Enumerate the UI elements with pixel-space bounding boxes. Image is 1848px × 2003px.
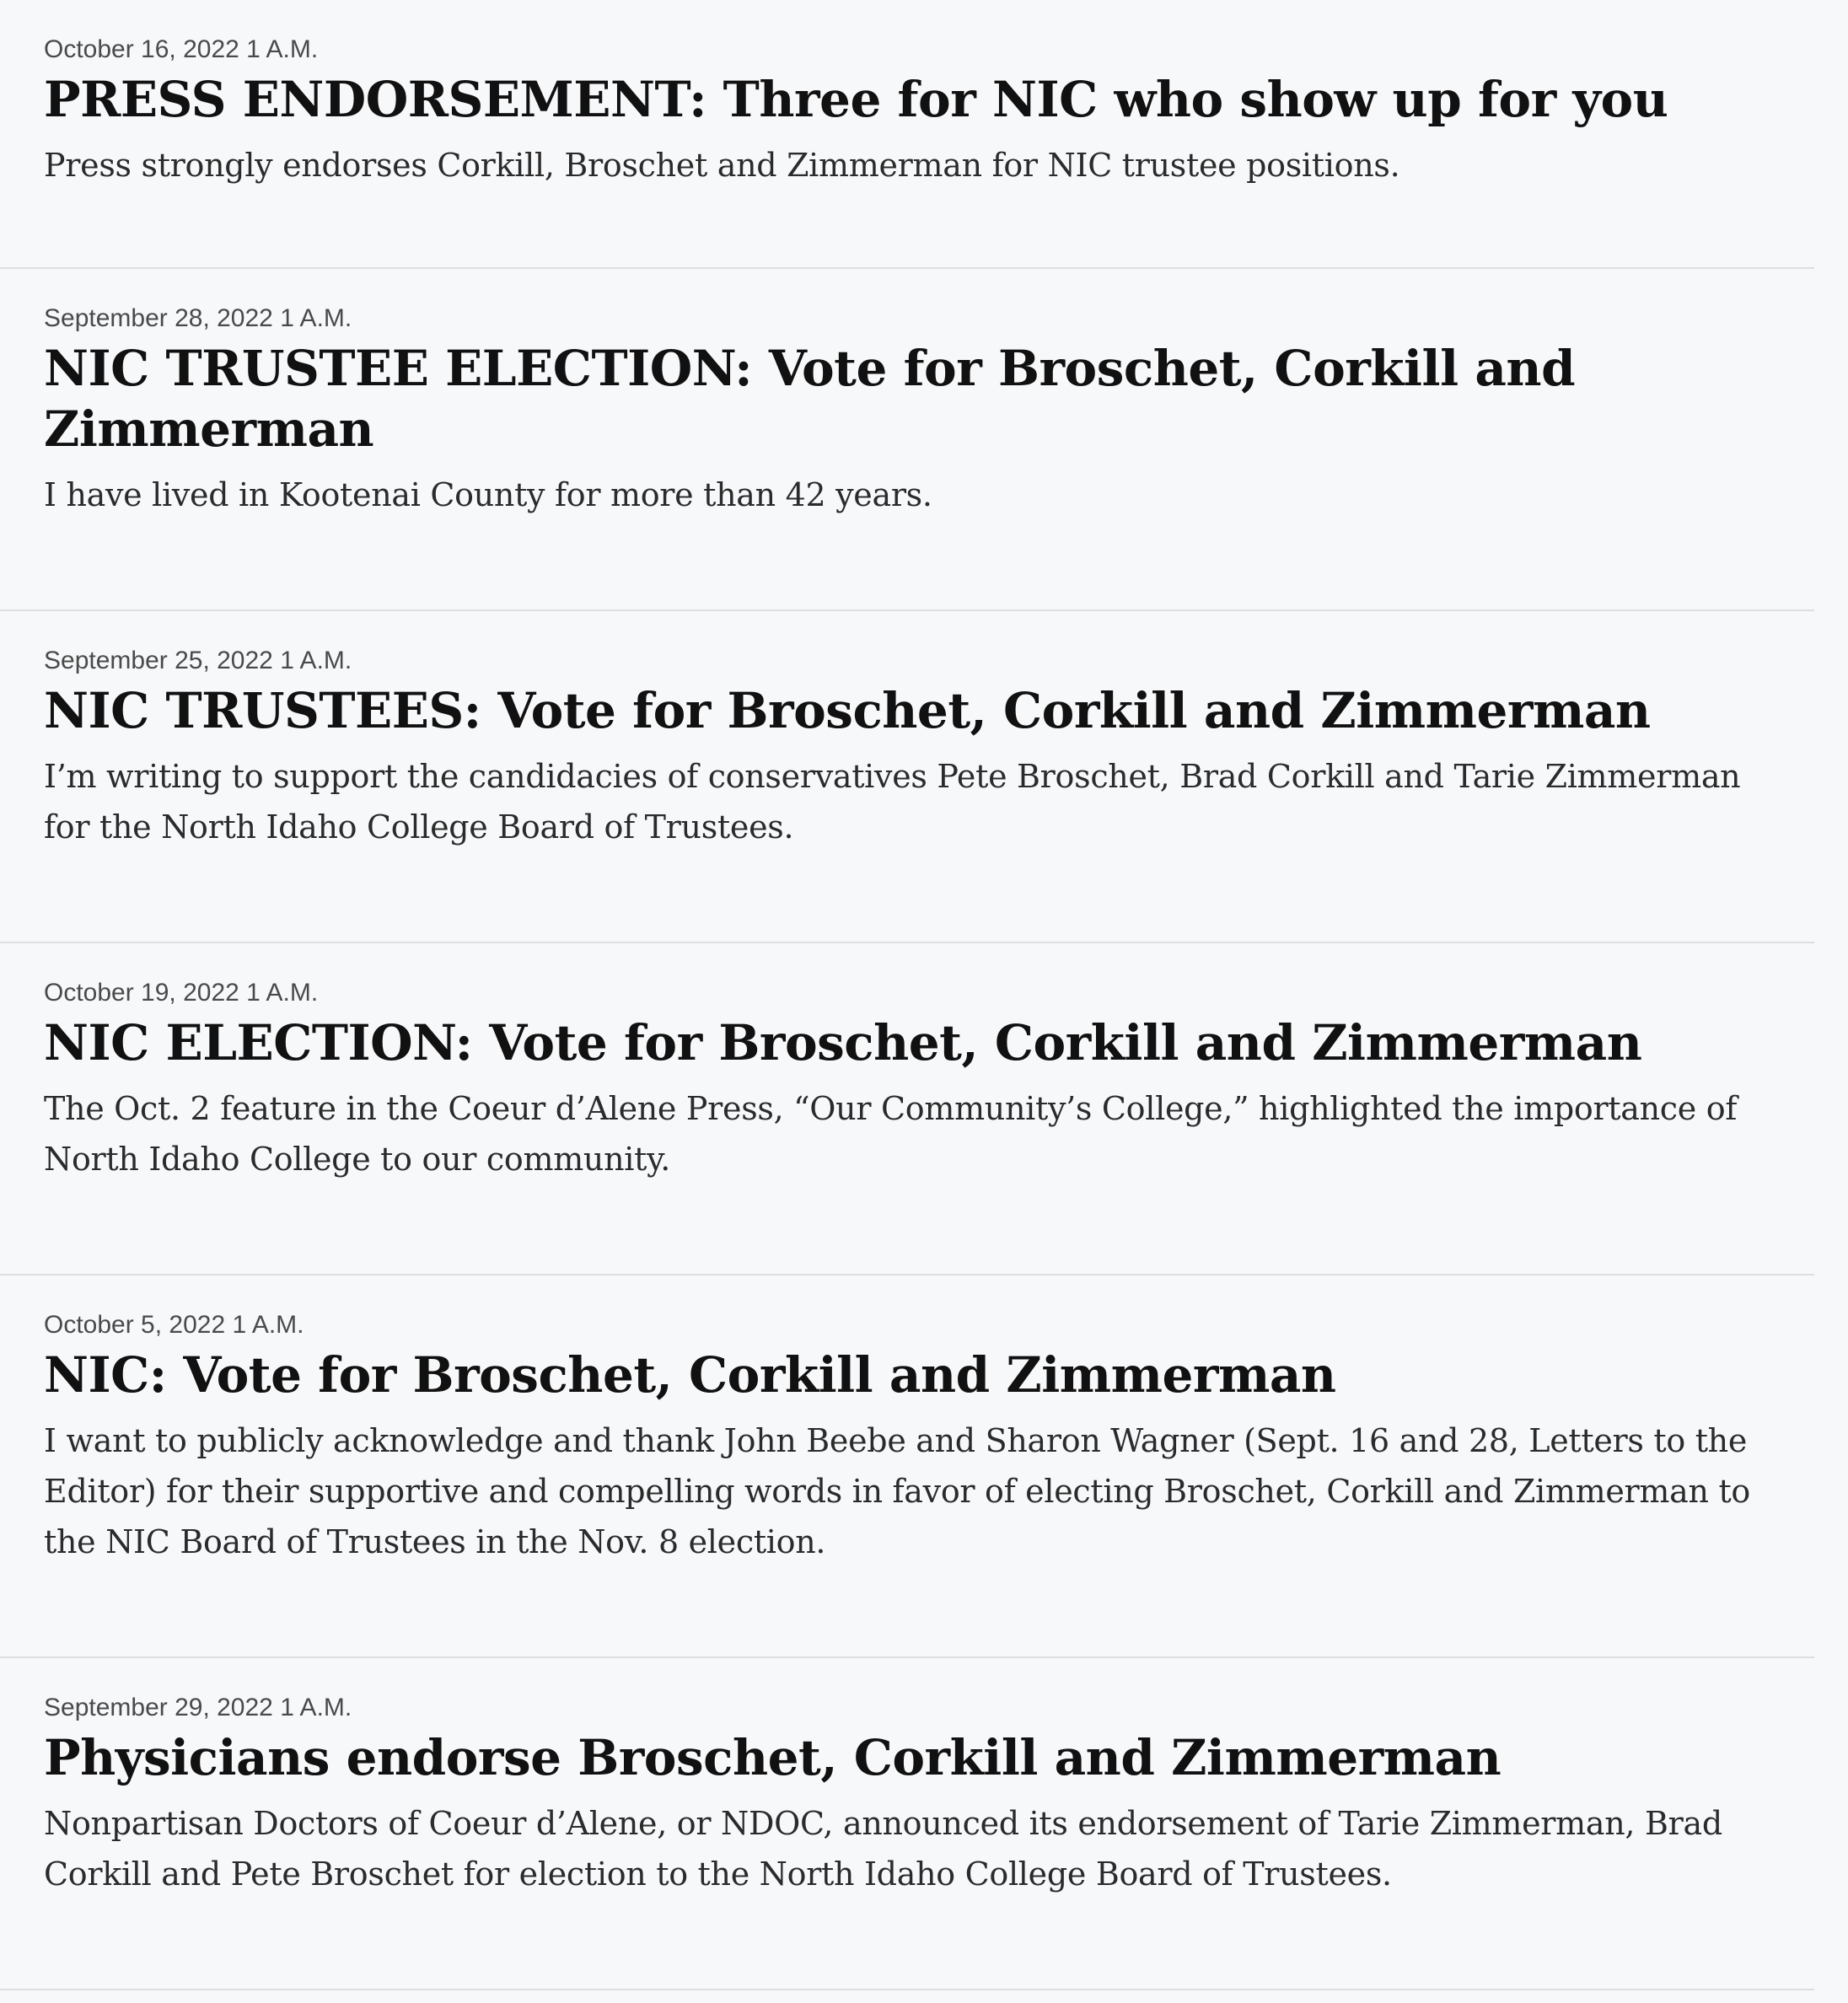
article-headline-link[interactable]: NIC TRUSTEES: Vote for Broschet, Corkill and Zimmerman (44, 682, 1651, 739)
article-summary: I want to publicly acknowledge and thank John Beebe and Sharon Wagner (Sept. 16 and 28, Letters to the Editor) for their supportive and compelling words in favor of electing Broschet, Corkill and Zimmerman to the NIC Board of Trustees in the Nov. 8 election. (44, 1422, 1751, 1560)
article-summary: I have lived in Kootenai County for more than 42 years. (44, 476, 932, 513)
article-summary: Nonpartisan Doctors of Coeur d’Alene, or NDOC, announced its endorsement of Tarie Zimmerman, Brad Corkill and Pete Broschet for election to the North Idaho College Board of Trustees. (44, 1805, 1722, 1893)
article-date: September 25, 2022 1 A.M. (44, 647, 352, 674)
article-headline-link[interactable]: NIC TRUSTEE ELECTION: Vote for Broschet, Corkill and Zimmerman (44, 340, 1576, 458)
article-headline-link[interactable]: NIC: Vote for Broschet, Corkill and Zimmerman (44, 1346, 1336, 1404)
article-date: October 16, 2022 1 A.M. (44, 35, 319, 63)
article-headline-link[interactable]: PRESS ENDORSEMENT: Three for NIC who show up for you (44, 71, 1668, 128)
article-item (0, 943, 1814, 1275)
article-summary: The Oct. 2 feature in the Coeur d’Alene Press, “Our Community’s College,” highlighted the importance of North Idaho College to our community. (44, 1090, 1738, 1178)
article-item (0, 269, 1814, 611)
article-headline-link[interactable]: Physicians endorse Broschet, Corkill and Zimmerman (44, 1729, 1502, 1786)
article-item (0, 1275, 1814, 1658)
article-date: October 19, 2022 1 A.M. (44, 979, 319, 1007)
article-headline-link[interactable]: NIC ELECTION: Vote for Broschet, Corkill and Zimmerman (44, 1014, 1642, 1071)
article-item (0, 1658, 1814, 1990)
article-date: September 29, 2022 1 A.M. (44, 1694, 352, 1721)
article-item (0, 0, 1814, 269)
article-summary: I’m writing to support the candidacies of conservatives Pete Broschet, Brad Corkill and Tarie Zimmerman for the North Idaho College Board of Trustees. (44, 758, 1741, 846)
article-date: September 28, 2022 1 A.M. (44, 304, 352, 332)
article-date: October 5, 2022 1 A.M. (44, 1311, 304, 1339)
article-item (0, 611, 1814, 943)
article-summary: Press strongly endorses Corkill, Broschet and Zimmerman for NIC trustee positions. (44, 147, 1400, 184)
